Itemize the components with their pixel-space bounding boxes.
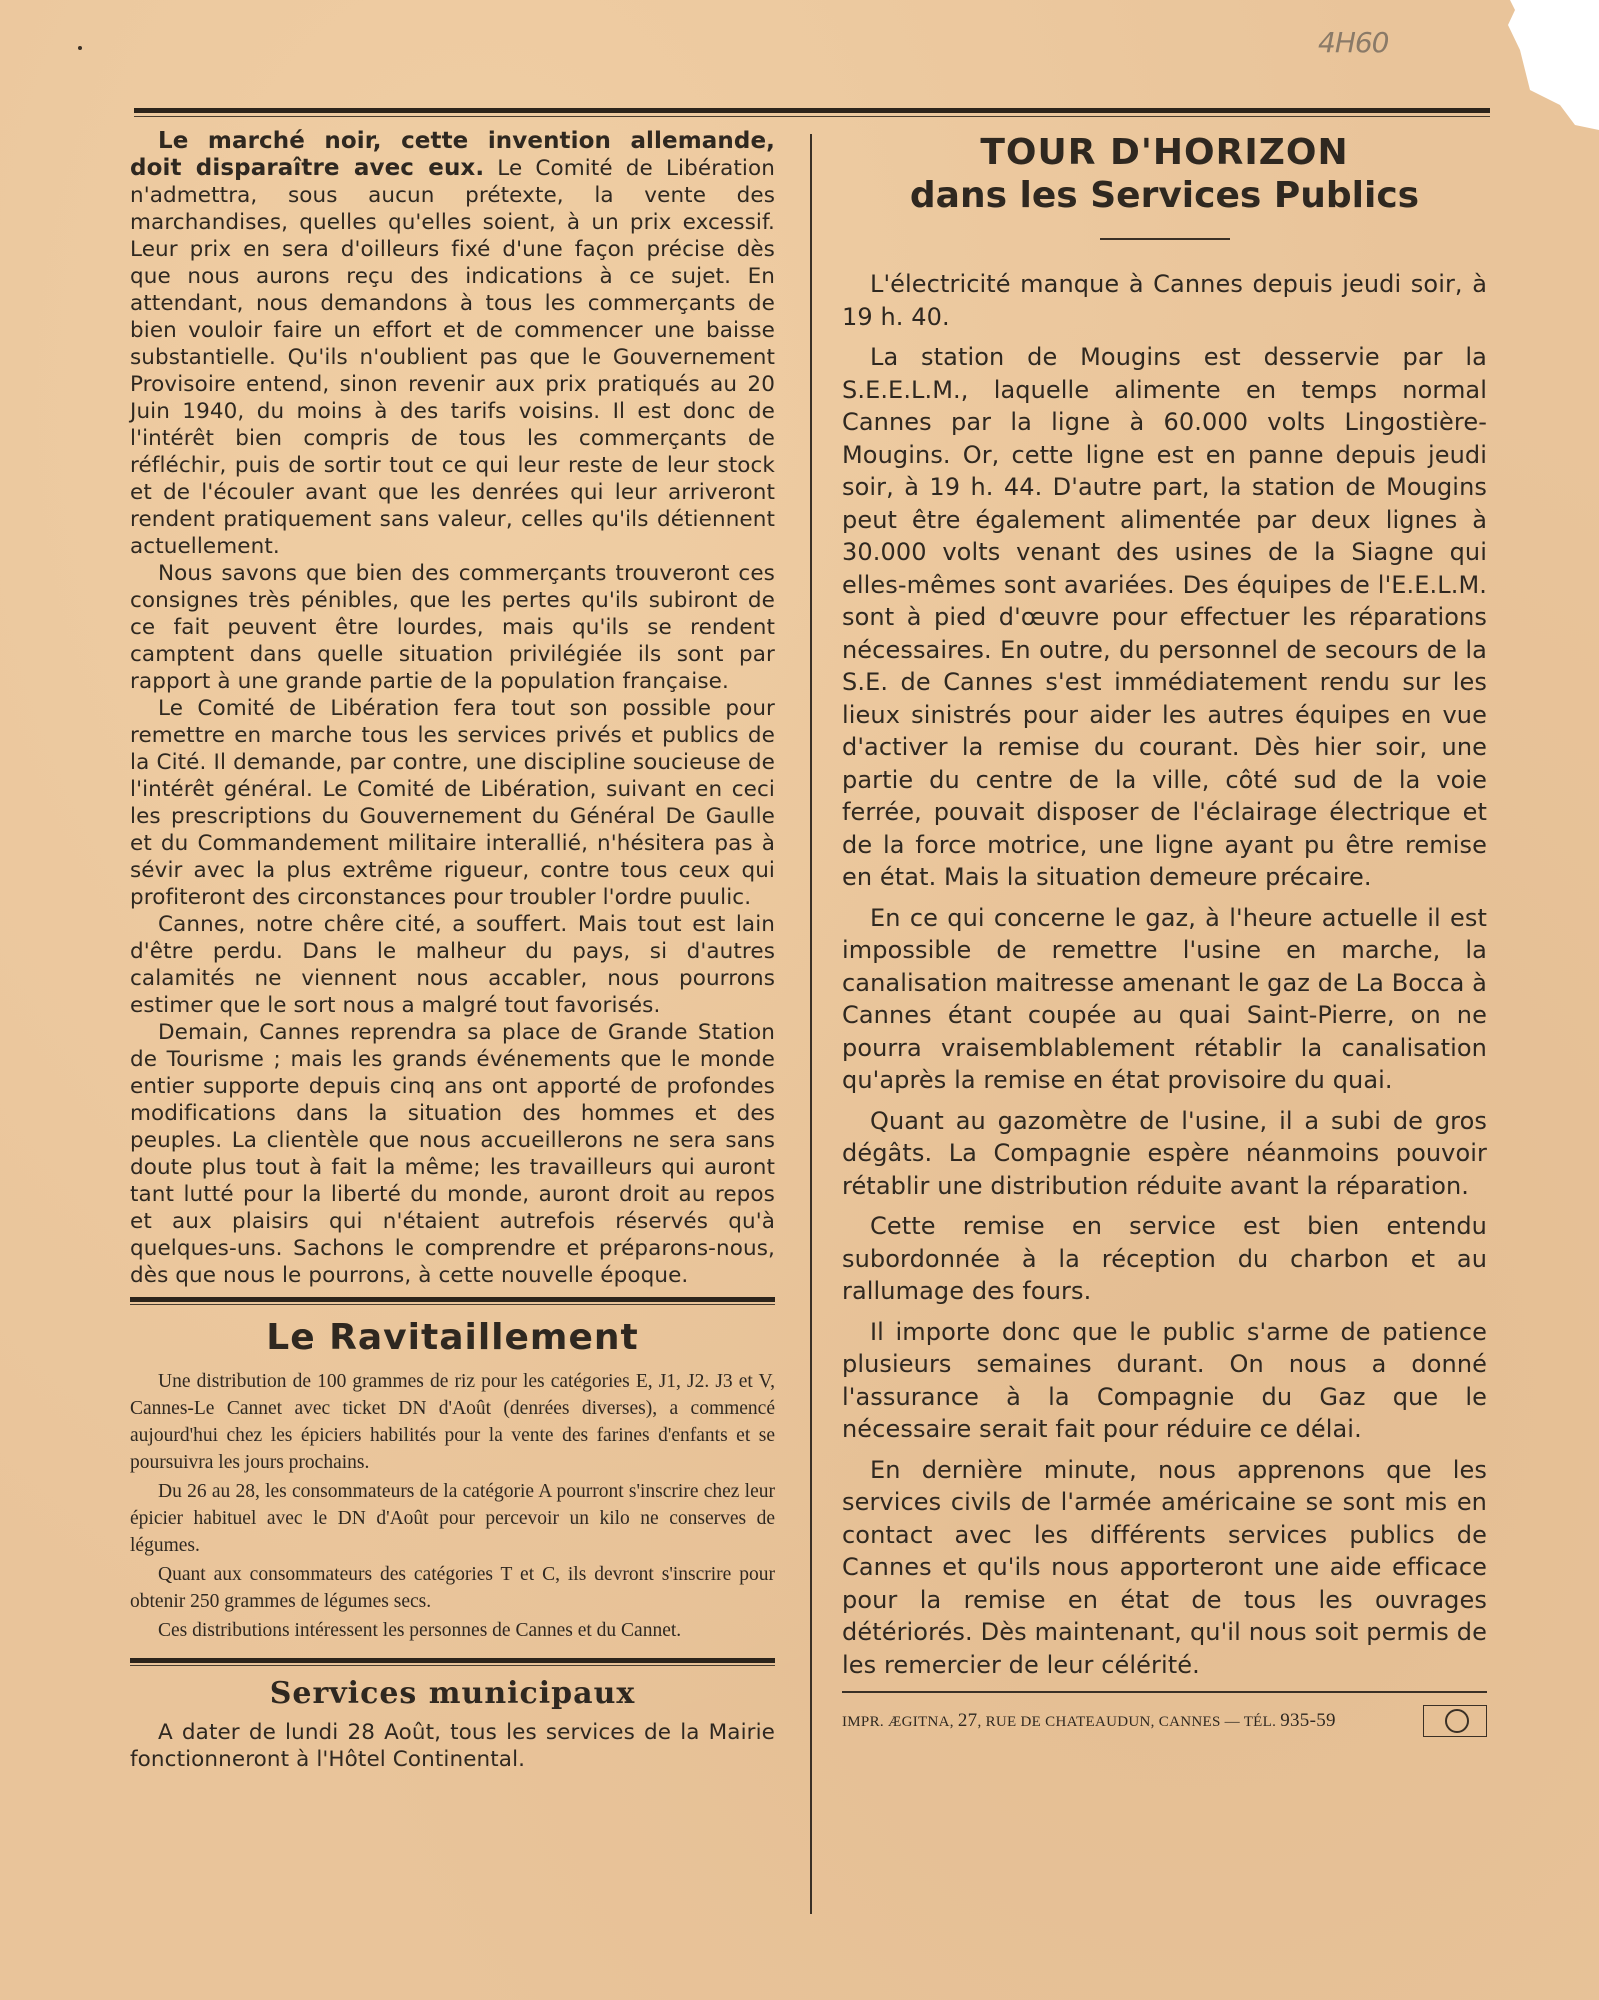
section-rule-thin xyxy=(130,1665,775,1666)
black-market-article xyxy=(130,128,775,1289)
handwritten-annotation: 4H60 xyxy=(1318,26,1389,59)
imprint-text: IMPR. ÆGITNA, 27, RUE DE CHATEAUDUN, CANNES — TÉL. 935-59 xyxy=(842,1710,1336,1731)
services-municipaux-article xyxy=(130,1719,775,1773)
section-rule-thin xyxy=(130,1304,775,1305)
ravitaillement-article xyxy=(130,1368,775,1644)
top-rule xyxy=(134,108,1490,113)
article-paragraph: Le marché noir, cette invention allemande, doit disparaître avec eux. Le Comité de Libération n'admettra, sous aucun prétexte, la vente des marchandises, quelles qu'elles soient, à un prix excessif. Leur prix en sera d'oilleurs fixé d'une façon précise dès que nous aurons reçu des indications à ce sujet. En attendant, nous demandons à tous les commerçants de bien vouloir faire un effort et de commencer une baisse substantielle. Qu'ils n'oublient pas que le Gouvernement Provisoire entend, sinon revenir aux prix pratiqués au 20 Juin 1940, du moins à des tarifs voisins. Il est donc de l'intérêt bien compris de tous les commerçants de réfléchir, puis de sortir tout ce qui leur reste de leur stock et de l'écouler avant que les denrées qui leur arriveront rendent pratiquement sans valeur, celles qu'ils détiennent actuellement. xyxy=(130,128,775,559)
article-paragraph: Cette remise en service est bien entendu subordonnée à la réception du charbon et au rallumage des fours. xyxy=(842,1212,1487,1305)
article-paragraph: En dernière minute, nous apprenons que les services civils de l'armée américaine se sont mis en contact avec les différents services publics de Cannes et qu'ils nous apporteront une aide efficace pour la remise en état de tous les ouvrages détériorés. Dès maintenant, qu'il nous soit permis de les remercier de leur célérité. xyxy=(842,1455,1487,1679)
column-divider xyxy=(810,134,812,1914)
printer-imprint xyxy=(842,1705,1487,1737)
services-municipaux-title: Services municipaux xyxy=(269,1676,636,1711)
section-rule xyxy=(130,1297,775,1302)
article-paragraph: En ce qui concerne le gaz, à l'heure actuelle il est impossible de remettre l'usine en marche, la canalisation maitresse amenant le gaz de La Bocca à Cannes étant coupée au quai Saint-Pierre, on ne pourra vraisemblablement rétablir la canalisation qu'après la remise en état provisoire du quai. xyxy=(842,903,1487,1094)
article-paragraph: La station de Mougins est desservie par la S.E.E.L.M., laquelle alimente en temps normal Cannes par la ligne à 60.000 volts Lingostière-Mougins. Or, cette ligne est en panne depuis jeudi soir, à 19 h. 44. D'autre part, la station de Mougins peut être également alimentée par deux lignes à 30.000 volts venant des usines de la Siagne qui elles-mêmes sont avariées. Des équipes de l'E.E.L.M. sont à pied d'œuvre pour effectuer les réparations nécessaires. En outre, du personnel de secours de la S.E. de Cannes s'est immédiatement rendu sur les lieux sinistrés pour aider les autres équipes en vue d'activer la remise du courant. Dès hier soir, une partie du centre de la ville, côté sud de la voie ferrée, pouvait disposer de l'éclairage électrique et de la force motrice, une ligne ayant pu être remise en état. Mais la situation demeure précaire. xyxy=(842,343,1487,891)
article-paragraph: Le Comité de Libération fera tout son possible pour remettre en marche tous les services privés et publics de la Cité. Il demande, par contre, une discipline soucieuse de l'intérêt général. Le Comité de Libération, suivant en ceci les prescriptions du Gouvernement du Général De Gaulle et du Commandement militaire interallié, n'hésitera pas à sévir avec la plus extrême rigueur, contre tous ceux qui profiteront des circonstances pour troubler l'ordre puulic. xyxy=(130,696,775,910)
punch-mark xyxy=(78,46,82,50)
article-paragraph: Cannes, notre chêre cité, a souffert. Mais tout est lain d'être perdu. Dans le malheur du pays, si d'autres calamités ne viennent nous accabler, nous pourrons estimer que le sort nous a malgré tout favorisés. xyxy=(130,912,775,1018)
article-paragraph: Nous savons que bien des commerçants trouveront ces consignes très pénibles, que les pertes qu'ils subiront de ce fait peuvent être lourdes, mais qu'ils se rendent camptent dans quelle situation privilégiée ils sont par rapport à une grande partie de la population française. xyxy=(130,561,775,694)
article-paragraph: Demain, Cannes reprendra sa place de Grande Station de Tourisme ; mais les grands événements que le monde entier supporte depuis cinq ans ont apporté de profondes modifications dans la situation des hommes et des peuples. La clientèle que nous accueillerons ne sera sans doute plus tout à fait la même; les travailleurs qui auront tant lutté pour la liberté du monde, auront droit au repos et aux plaisirs qui n'étaient autrefois réservés qu'à quelques-uns. Sachons le comprendre et préparons-nous, dès que nous le pourrons, à cette nouvelle époque. xyxy=(130,1020,775,1288)
tour-horizon-title: TOUR D'HORIZON xyxy=(980,132,1349,173)
public-services-article xyxy=(842,268,1487,1681)
title-separator xyxy=(1100,238,1230,240)
article-paragraph: Quant au gazomètre de l'usine, il a subi de gros dégâts. La Compagnie espère néanmoins pouvoir rétablir une distribution réduite avant la réparation. xyxy=(842,1106,1487,1200)
article-paragraph: A dater de lundi 28 Août, tous les services de la Mairie fonctionneront à l'Hôtel Continental. xyxy=(130,1720,775,1772)
article-paragraph: Une distribution de 100 grammes de riz pour les catégories E, J1, J2. J3 et V, Cannes-Le Cannet avec ticket DN d'Août (denrées diverses), a commencé aujourd'hui chez les épiciers habilités pour la vente des farines d'enfants et se poursuivra les jours prochains. xyxy=(130,1371,775,1473)
footer-rule xyxy=(842,1691,1487,1693)
article-paragraph: Il importe donc que le public s'arme de patience plusieurs semaines durant. On nous a donné l'assurance à la Compagnie du Gaz que le nécessaire serait fait pour réduire ce délai. xyxy=(842,1317,1487,1443)
ravitaillement-title: Le Ravitaillement xyxy=(266,1317,639,1358)
tour-horizon-subtitle: dans les Services Publics xyxy=(909,175,1420,216)
article-paragraph: Ces distributions intéressent les personnes de Cannes et du Cannet. xyxy=(158,1620,682,1641)
article-lead: Le marché noir, cette invention allemande, doit disparaître avec eux. xyxy=(130,128,775,181)
printer-union-mark-icon xyxy=(1423,1705,1487,1737)
right-column xyxy=(842,128,1487,1737)
top-rule-thin xyxy=(134,116,1490,117)
article-paragraph: L'électricité manque à Cannes depuis jeudi soir, à 19 h. 40. xyxy=(842,270,1487,331)
article-paragraph: Quant aux consommateurs des catégories T et C, ils devront s'inscrire pour obtenir 250 grammes de légumes secs. xyxy=(130,1564,775,1612)
left-column xyxy=(130,128,775,1773)
section-rule xyxy=(130,1658,775,1663)
article-paragraph: Du 26 au 28, les consommateurs de la catégorie A pourront s'inscrire chez leur épicier habituel avec le DN d'Août pour percevoir un kilo ne conserves de légumes. xyxy=(130,1481,775,1556)
